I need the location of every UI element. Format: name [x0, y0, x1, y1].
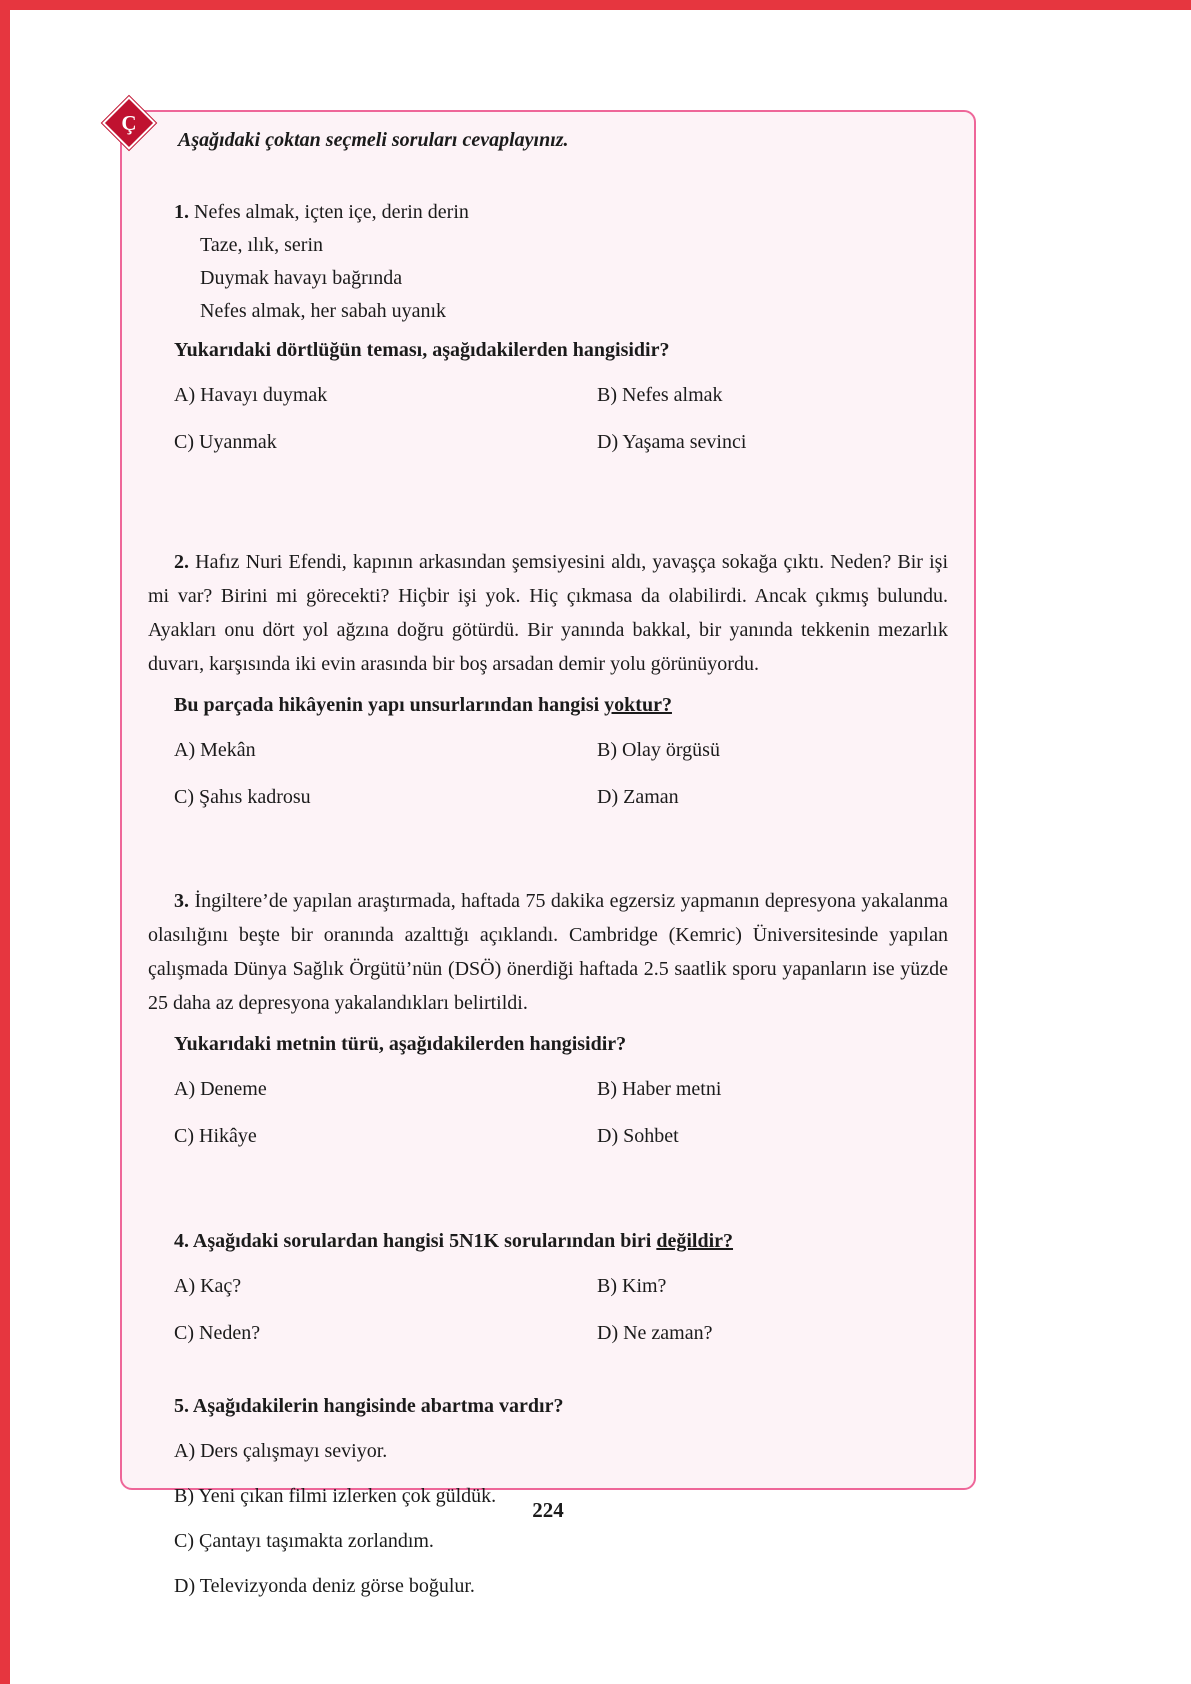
option: D) Zaman — [597, 786, 679, 808]
option: A) Kaç? — [174, 1275, 242, 1297]
section-badge-diamond — [102, 96, 156, 150]
option: D) Sohbet — [597, 1125, 679, 1147]
option: C) Çantayı taşımakta zorlandım. — [174, 1530, 434, 1552]
question-4 — [148, 1225, 948, 1350]
question-5-prompt: 5. Aşağıdakilerin hangisinde abartma vardır? — [174, 1395, 564, 1417]
question-2 — [148, 545, 948, 814]
option: A) Mekân — [174, 739, 256, 761]
question-number: 2. — [174, 551, 189, 573]
prompt-text: 4. Aşağıdaki sorulardan hangisi 5N1K sorularından biri — [174, 1230, 657, 1252]
option: B) Nefes almak — [597, 384, 723, 406]
section-badge-letter: Ç — [121, 110, 137, 135]
option: A) Ders çalışmayı seviyor. — [174, 1440, 388, 1462]
question-number: 1. — [174, 201, 189, 223]
question-1-prompt: Yukarıdaki dörtlüğün teması, aşağıdakilerden hangisidir? — [174, 339, 670, 361]
question-5 — [148, 1390, 948, 1603]
question-1-stem-line: Duymak havayı bağrında — [200, 267, 403, 289]
option: B) Haber metni — [597, 1078, 722, 1100]
paragraph-text: İngiltere’de yapılan araştırmada, haftada 75 dakika egzersiz yapmanın depresyona yakalanma olasılığını beşte bir oranında azalttığı açıklandı. Cambridge (Kemric) Üniversitesinde yapılan çalışmada Dünya Sağlık Örgütü’nün (DSÖ) önerdiği haftada 2.5 saatlik sporu yapanların ise yüzde 25 daha az depresyona yakalandıkları belirtildi. — [148, 890, 948, 1014]
question-3-paragraph — [148, 884, 948, 1020]
prompt-text: Bu parçada hikâyenin yapı unsurlarından hangisi — [174, 694, 605, 716]
option: C) Şahıs kadrosu — [174, 786, 311, 808]
question-1-stem-line: Taze, ılık, serin — [200, 234, 323, 256]
option: C) Neden? — [174, 1322, 261, 1344]
paragraph-text: Hafız Nuri Efendi, kapının arkasından şemsiyesini aldı, yavaşça sokağa çıktı. Neden? Bir işi mi var? Birini mi görecekti? Hiçbir işi yok. Hiç çıkmasa da olabilirdi. Ancak çıkmış bulundu. Ayakları onu dört yol ağzına doğru götürdü. Bir yanında bakkal, bir yanında tekkenin mezarlık duvarı, karşısında iki evin arasında bir boş arsadan demir yolu görünüyordu. — [148, 551, 948, 675]
question-1-stem-line — [174, 196, 948, 229]
option: D) Yaşama sevinci — [597, 431, 747, 453]
question-2-options — [174, 734, 948, 814]
question-1 — [148, 196, 948, 459]
page-number: 224 — [532, 1498, 564, 1522]
question-1-stem-line: Nefes almak, her sabah uyanık — [200, 300, 447, 322]
top-red-bar — [0, 0, 1191, 10]
option: C) Uyanmak — [174, 431, 277, 453]
question-3-prompt: Yukarıdaki metnin türü, aşağıdakilerden hangisidir? — [174, 1033, 627, 1055]
option: A) Havayı duymak — [174, 384, 328, 406]
question-3-options — [174, 1073, 948, 1153]
option: B) Yeni çıkan filmi izlerken çok güldük. — [174, 1485, 497, 1507]
option: D) Ne zaman? — [597, 1322, 713, 1344]
question-3 — [148, 884, 948, 1153]
question-2-paragraph — [148, 545, 948, 681]
question-4-options — [174, 1270, 948, 1350]
question-2-prompt — [174, 689, 948, 722]
question-number: 3. — [174, 890, 189, 912]
prompt-underlined-word: yoktur? — [604, 694, 672, 716]
stem-text: Nefes almak, içten içe, derin derin — [194, 201, 469, 223]
option: B) Olay örgüsü — [597, 739, 720, 761]
left-red-bar — [0, 0, 10, 1684]
option: A) Deneme — [174, 1078, 267, 1100]
question-4-prompt — [174, 1225, 948, 1258]
question-1-options — [174, 379, 948, 459]
instruction-text: Aşağıdaki çoktan seçmeli soruları cevaplayınız. — [178, 129, 569, 151]
option: D) Televizyonda deniz görse boğulur. — [174, 1575, 475, 1597]
option: C) Hikâye — [174, 1125, 257, 1147]
prompt-underlined-word: değildir? — [656, 1230, 734, 1252]
option: B) Kim? — [597, 1275, 667, 1297]
